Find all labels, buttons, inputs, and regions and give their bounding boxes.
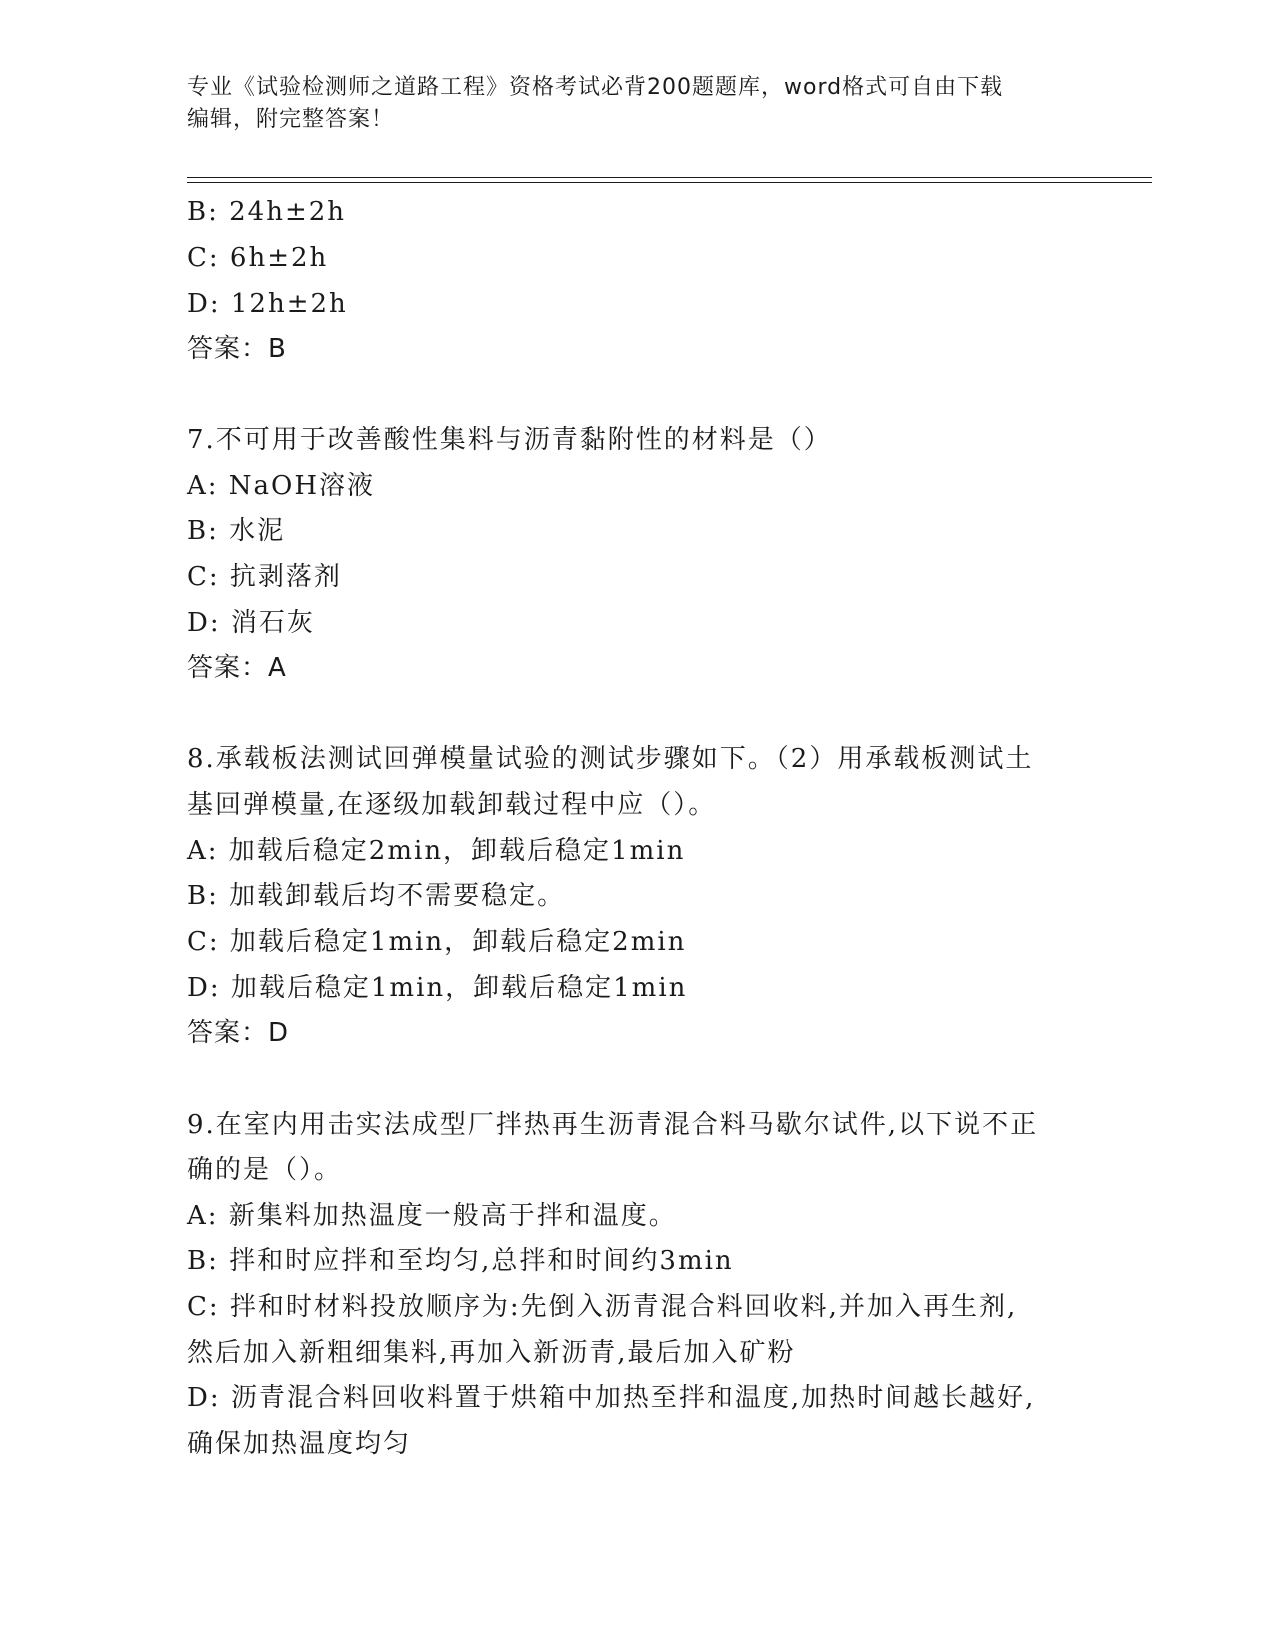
q7-option-b: B: 水泥 — [187, 516, 286, 546]
header-rule-bottom — [187, 182, 1152, 183]
q8-option-b: B: 加载卸载后均不需要稳定。 — [187, 881, 566, 911]
q6-option-c: C: 6h±2h — [187, 243, 329, 273]
q8-stem-line-2: 基回弹模量,在逐级加载卸载过程中应（）。 — [187, 790, 717, 820]
q9-option-a: A: 新集料加热温度一般高于拌和温度。 — [187, 1201, 677, 1231]
header-line-1: 专业《试验检测师之道路工程》资格考试必背200题题库，word格式可自由下载 — [187, 75, 1004, 100]
header-rule-top — [187, 177, 1152, 178]
q6-option-b: B: 24h±2h — [187, 197, 347, 227]
q8-option-c: C: 加载后稳定1min，卸载后稳定2min — [187, 927, 687, 957]
header-line-2: 编辑，附完整答案！ — [187, 107, 395, 132]
q9-option-c-line-2: 然后加入新粗细集料,再加入新沥青,最后加入矿粉 — [187, 1338, 796, 1368]
q6-answer: 答案：B — [187, 334, 287, 364]
q7-option-c: C: 抗剥落剂 — [187, 562, 342, 592]
q8-answer: 答案：D — [187, 1018, 290, 1048]
q9-option-d-line-2: 确保加热温度均匀 — [187, 1429, 412, 1459]
q8-option-d: D: 加载后稳定1min，卸载后稳定1min — [187, 973, 688, 1003]
q8-stem-line-1: 8.承载板法测试回弹模量试验的测试步骤如下。（2）用承载板测试土 — [187, 744, 1034, 774]
q9-stem-line-1: 9.在室内用击实法成型厂拌热再生沥青混合料马歇尔试件,以下说不正 — [187, 1110, 1039, 1140]
q9-stem-line-2: 确的是（）。 — [187, 1155, 343, 1185]
q7-answer: 答案：A — [187, 653, 287, 683]
q6-option-d: D: 12h±2h — [187, 289, 348, 319]
q7-option-a: A: NaOH溶液 — [187, 471, 376, 501]
q9-option-c-line-1: C: 拌和时材料投放顺序为:先倒入沥青混合料回收料,并加入再生剂, — [187, 1292, 1018, 1322]
q9-option-d-line-1: D: 沥青混合料回收料置于烘箱中加热至拌和温度,加热时间越长越好, — [187, 1383, 1036, 1413]
q7-option-d: D: 消石灰 — [187, 608, 315, 638]
document-header — [187, 72, 1067, 136]
q7-stem: 7.不可用于改善酸性集料与沥青黏附性的材料是（） — [187, 425, 832, 455]
q9-option-b: B: 拌和时应拌和至均匀,总拌和时间约3min — [187, 1246, 734, 1276]
q8-option-a: A: 加载后稳定2min，卸载后稳定1min — [187, 836, 686, 866]
